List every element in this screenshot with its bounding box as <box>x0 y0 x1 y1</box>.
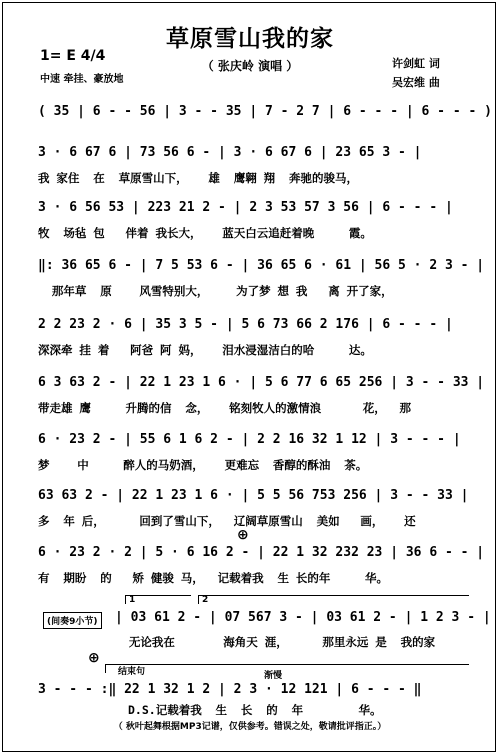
lyrics-row-11: D.S.记载着我 生 长 的 年 华。 <box>38 703 382 717</box>
lyrics-row-7: 梦 中 醉人的马奶酒， 更难忘 香醇的酥油 茶。 <box>38 458 368 472</box>
volta-bracket-2 <box>198 595 469 604</box>
notation-row-11: 3 - - - :‖ 22 1 32 1 2 | 2 3 · 12 121 | 6 - - - ‖ <box>38 682 422 697</box>
key-signature: 1= E 4/4 <box>40 48 106 64</box>
notation-row-4: ‖: 36 65 6 - | 7 5 53 6 - | 36 65 6 · 61 | 56 5 · 2 3 - | <box>38 258 485 273</box>
footer-note: （ 秋叶起舞根据MP3记谱，仅供参考。错误之处，敬请批评指正。） <box>113 722 387 732</box>
lyrics-row-8: 多 年 后， 回到了雪山下， 辽阔草原雪山 美如 画， 还 <box>38 514 416 528</box>
interlude-label: (间奏9小节) <box>43 612 102 629</box>
volta-2-label: 2 <box>202 595 209 605</box>
ending-bracket <box>105 664 469 673</box>
song-title: 草原雪山我的家 <box>166 26 334 52</box>
tempo-marking: 中速 牵挂、豪放地 <box>40 74 124 85</box>
notation-row-6: 6 3 63 2 - | 22 1 23 1 6 · | 5 6 77 6 65 256 | 3 - - 33 | <box>38 375 485 390</box>
coda-sign-2: ⊕ <box>88 650 100 666</box>
lyrics-row-3: 牧 场毡 包 伴着 我长大， 蓝天白云追赶着晚 霞。 <box>38 226 372 240</box>
slowing-label: 渐慢 <box>264 671 283 681</box>
lyrics-row-5: 深深牵 挂 着 阿爸 阿 妈， 泪水浸湿洁白的哈 达。 <box>38 343 372 357</box>
notation-row-8: 63 63 2 - | 22 1 23 1 6 · | 5 5 56 753 256 | 3 - - 33 | <box>38 488 469 503</box>
notation-row-2: 3 · 6 67 6 | 73 56 6 - | 3 · 6 67 6 | 23 65 3 - | <box>38 145 422 160</box>
singer-line: （ 张庆岭 演唱 ） <box>201 59 299 73</box>
notation-row-3: 3 · 6 56 53 | 223 21 2 - | 2 3 53 57 3 56 | 6 - - - | <box>38 200 453 215</box>
lyricist-credit: 许剑虹 词 <box>392 57 440 70</box>
notation-row-9: 6 · 23 2 · 2 | 5 · 6 16 2 - | 22 1 32 232 23 | 36 6 - - | <box>38 545 485 560</box>
lyrics-row-9: 有 期盼 的 矫 健骏 马， 记载着我 生 长的年 华。 <box>38 571 389 585</box>
lyrics-row-6: 带走雄 鹰 升腾的信 念， 铭刻牧人的激情浪 花， 那 <box>38 401 412 415</box>
notation-row-5: 2 2 23 2 · 6 | 35 3 5 - | 5 6 73 66 2 176 | 6 - - - | <box>38 317 453 332</box>
lyrics-row-4: 那年草 原 风雪特别大， 为了梦 想 我 离 开了家， <box>38 284 393 298</box>
volta-1-label: 1 <box>129 595 136 605</box>
notation-row-1: ( 35 | 6 - - 56 | 3 - - 35 | 7 - 2 7 | 6 - - - | 6 - - - ) <box>38 104 492 119</box>
notation-row-10: | 03 61 2 - | 07 567 3 - | 03 61 2 - | 1 2 3 - | <box>115 610 491 625</box>
lyrics-row-2: 我 家住 在 草原雪山下， 雄 鹰翱 翔 奔驰的骏马， <box>38 171 359 185</box>
ending-label: 结束句 <box>118 667 146 677</box>
composer-credit: 吴宏维 曲 <box>392 76 440 89</box>
coda-sign: ⊕ <box>237 527 249 543</box>
notation-row-7: 6 · 23 2 - | 55 6 1 6 2 - | 2 2 16 32 1 12 | 3 - - - | <box>38 432 461 447</box>
lyrics-row-10: 无论我在 海角天 涯， 那里永远 是 我的家 <box>115 635 436 649</box>
